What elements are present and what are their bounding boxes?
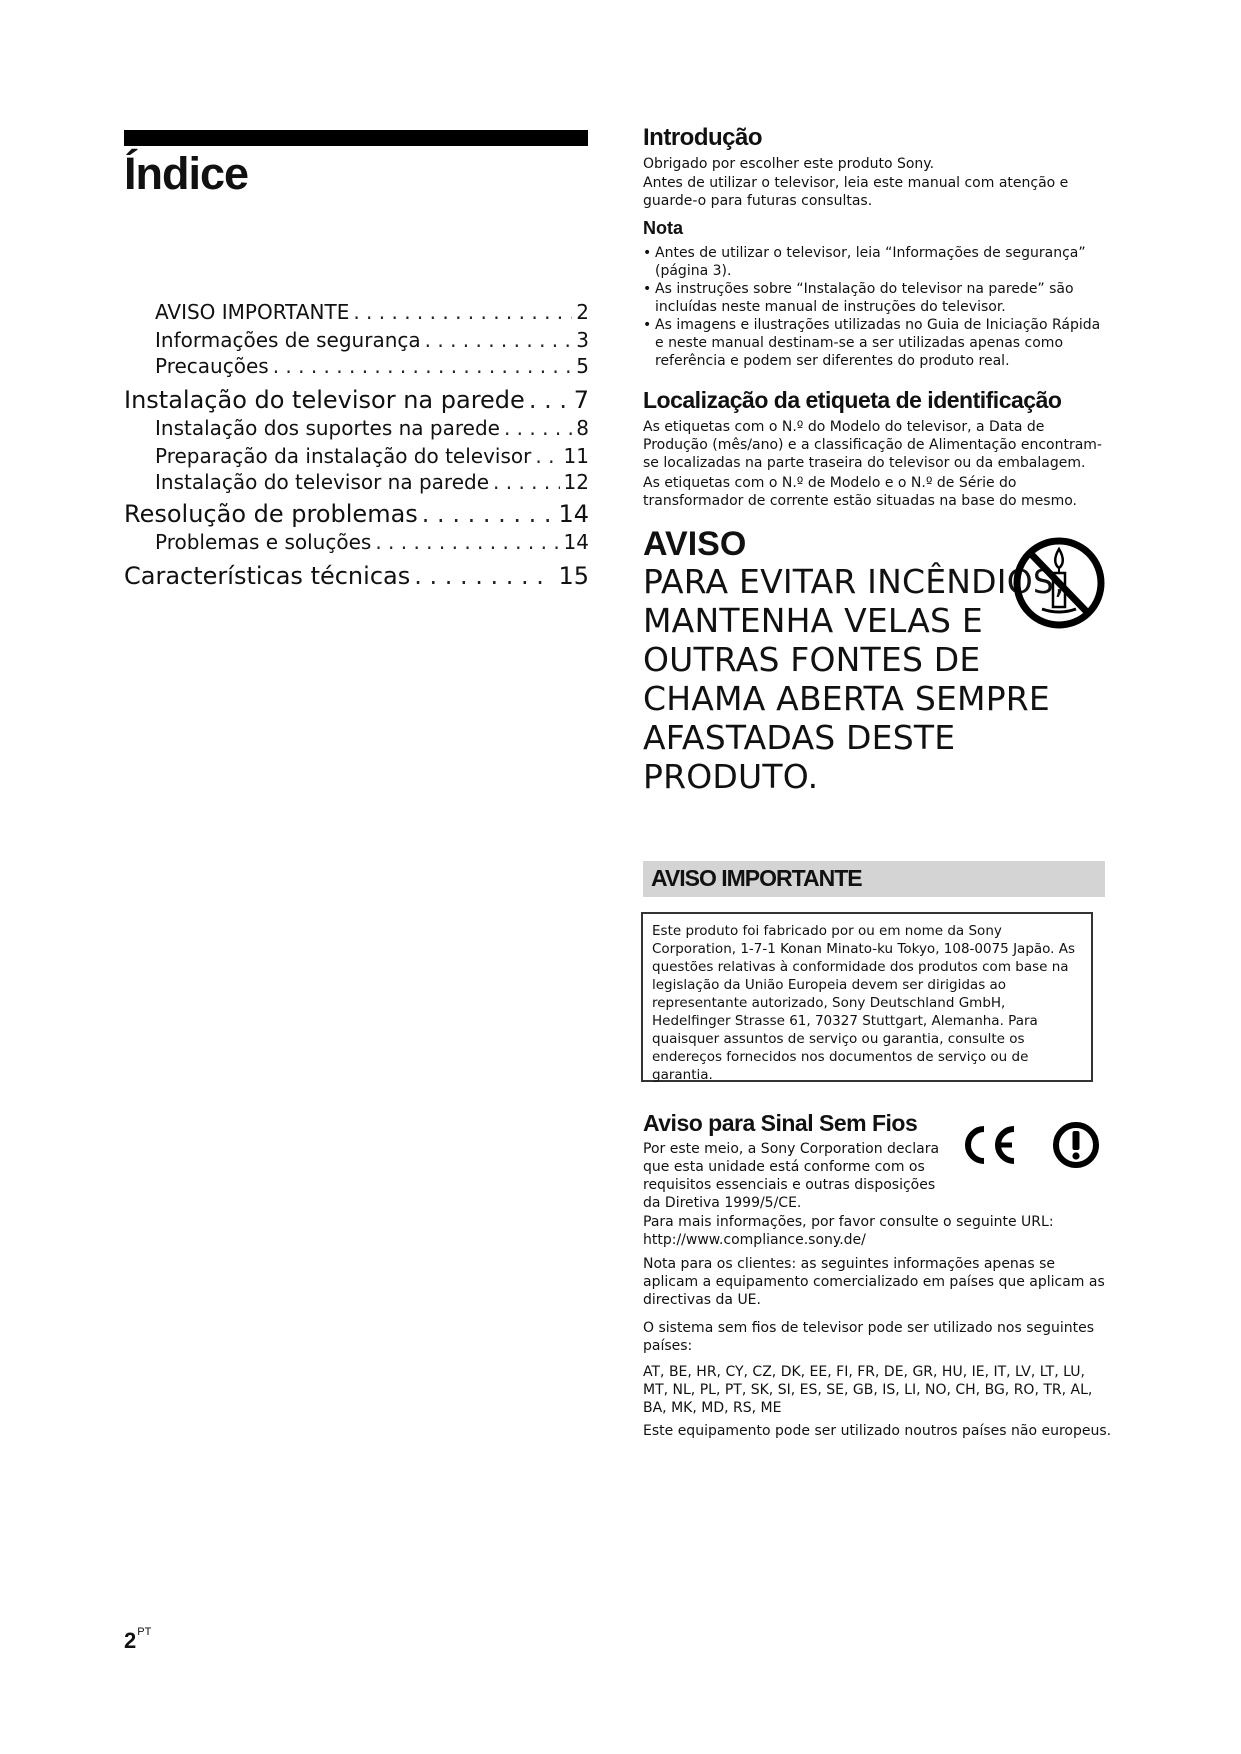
toc-page: 14 [563,530,589,554]
toc-entry[interactable] [124,500,589,528]
label-location-heading: Localização da etiqueta de identificação [643,387,1062,413]
label-location-text-2: As etiquetas com o N.º de Modelo e o N.º de Série do transformador de corrente estão situadas na base do mesmo. [643,475,1077,509]
toc-label: Precauções [155,354,269,378]
fire-warning-text: PARA EVITAR INCÊNDIOS, MANTENHA VELAS E OUTRAS FONTES DE CHAMA ABERTA SEMPRE AFASTADAS DESTE PRODUTO. [643,562,1065,796]
important-notice-text: Este produto foi fabricado por ou em nome da Sony Corporation, 1-7-1 Konan Minato-ku Tokyo, 108-0075 Japão. As questões relativas à conformidade dos produtos com base na legislação da União Europeia devem ser dirigidas ao representante autorizado, Sony Deutschland GmbH, Hedelfinger Strasse 61, 70327 Stuttgart, Alemanha. Para quaisquer assuntos de serviço ou garantia, consulte os endereços fornecidos nos documentos de serviço ou de garantia. [652,923,1076,1083]
toc-leader [422,500,555,528]
intro-heading: Introdução [643,124,762,151]
note-heading: Nota [643,218,683,238]
wireless-countries-list: AT, BE, HR, CY, CZ, DK, EE, FI, FR, DE, GR, HU, IE, IT, LV, LT, LU, MT, NL, PL, PT, SK, SI, ES, SE, GB, IS, LI, NO, CH, BG, RO, TR, AL, BA, MK, MD, RS, ME [643,1364,1093,1416]
alert-sign-icon [1052,1121,1100,1169]
intro-line-2: Antes de utilizar o televisor, leia este manual com atenção e guarde-o para futuras consultas. [643,175,1069,209]
toc-page: 3 [576,328,589,352]
important-notice-header [643,861,1105,897]
toc-leader [375,530,559,554]
wireless-notice-heading: Aviso para Sinal Sem Fios [643,1110,918,1136]
page-language-code: PT [137,1626,152,1638]
toc-leader [414,562,554,590]
wireless-declaration-text: Por este meio, a Sony Corporation declara que esta unidade está conforme com os requisitos essenciais e outras disposições da Diretiva 1999/5/CE. [643,1141,940,1211]
index-header-bar [124,130,588,146]
toc-entry[interactable] [155,300,589,324]
toc-leader [353,300,572,324]
toc-entry[interactable] [155,328,589,352]
toc-entry[interactable] [155,530,589,554]
toc-page: 14 [558,500,589,528]
note-item: • As instruções sobre “Instalação do televisor na parede” são incluídas neste manual de instruções do televisor. [643,280,1113,316]
toc-entry[interactable] [155,416,589,440]
toc-leader [529,386,570,414]
compliance-url-link[interactable]: http://www.compliance.sony.de/ [643,1232,866,1248]
toc-leader [273,354,573,378]
toc-label: Instalação do televisor na parede [124,386,525,414]
toc-label: Preparação da instalação do televisor [155,444,532,468]
wireless-url-intro: Para mais informações, por favor consulte o seguinte URL: [643,1214,1054,1230]
eu-customer-note: Nota para os clientes: as seguintes informações apenas se aplicam a equipamento comercializado em países que aplicam as directivas da UE. [643,1256,1105,1308]
page-number [124,1628,151,1654]
note-item: • As imagens e ilustrações utilizadas no Guia de Iniciação Rápida e neste manual destinam-se a ser utilizadas apenas como referência e podem ser diferentes do produto real. [643,316,1113,370]
toc-entry[interactable] [155,354,589,378]
toc-page: 2 [576,300,589,324]
note-list [643,244,1113,370]
toc-label: Resolução de problemas [124,500,418,528]
toc-page: 8 [576,416,589,440]
toc-label: Instalação do televisor na parede [155,470,490,494]
ce-mark-icon [958,1123,1018,1167]
label-location-text-1: As etiquetas com o N.º do Modelo do televisor, a Data de Produção (mês/ano) e a classificação de Alimentação encontram-se localizadas na parte traseira do televisor ou da embalagem. [643,419,1102,471]
toc-label: Características técnicas [124,562,411,590]
wireless-countries-intro: O sistema sem fios de televisor pode ser utilizado nos seguintes países: [643,1320,1095,1354]
toc-leader [493,470,560,494]
important-notice-title: AVISO IMPORTANTE [651,865,862,891]
note-item: • Antes de utilizar o televisor, leia “Informações de segurança” (página 3). [643,244,1113,280]
toc-page: 5 [576,354,589,378]
toc-label: AVISO IMPORTANTE [155,300,350,324]
toc-page: 11 [563,444,589,468]
toc-entry[interactable] [124,562,589,590]
toc-entry[interactable] [124,386,589,414]
toc-page: 12 [563,470,589,494]
page-number-value: 2 [124,1628,137,1653]
index-title: Índice [124,148,249,199]
toc-leader [535,444,559,468]
toc-leader [425,328,573,352]
intro-line-1: Obrigado por escolher este produto Sony. [643,156,935,172]
toc-page: 15 [558,562,589,590]
warning-heading: AVISO [643,525,747,563]
toc-page: 7 [573,386,589,414]
important-notice-box [641,912,1093,1082]
toc-label: Instalação dos suportes na parede [155,416,500,440]
non-eu-note: Este equipamento pode ser utilizado noutros países não europeus. [643,1423,1112,1439]
toc-label: Informações de segurança [155,328,421,352]
toc-label: Problemas e soluções [155,530,372,554]
no-candle-icon [1012,535,1106,631]
toc-entry[interactable] [155,444,589,468]
toc-leader [504,416,572,440]
toc-entry[interactable] [155,470,589,494]
